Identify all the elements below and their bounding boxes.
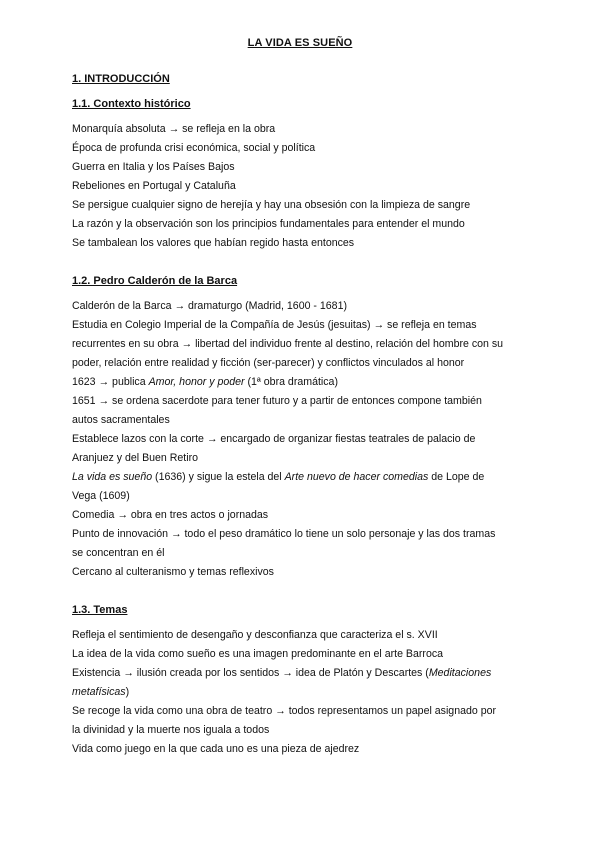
paragraph-line: Vida como juego en la que cada uno es una pieza de ajedrez: [72, 743, 360, 755]
paragraph-line: Vega (1609): [72, 490, 130, 502]
work-title: Arte nuevo de hacer comedias: [284, 471, 429, 483]
paragraph-line: [72, 375, 338, 389]
work-title: Meditaciones: [428, 667, 492, 679]
paragraph-line: [72, 470, 484, 484]
paragraph-line: poder, relación entre realidad y ficción (ser-parecer) y conflictos vinculados al honor: [72, 357, 465, 369]
text-run: ): [125, 686, 130, 698]
paragraph-line: Se persigue cualquier signo de herejía y hay una obsesión con la limpieza de sangre: [72, 199, 471, 211]
paragraph-line: Comedia → obra en tres actos o jornadas: [72, 509, 269, 521]
text-run: (1636) y sigue la estela del: [152, 471, 285, 483]
text-run: (1ª obra dramática): [244, 376, 338, 388]
section-heading-introduccion: 1. INTRODUCCIÓN: [72, 73, 170, 85]
paragraph-line: Estudia en Colegio Imperial de la Compañía de Jesús (jesuitas) → se refleja en temas: [72, 319, 477, 331]
paragraph-line: Se recoge la vida como una obra de teatro → todos representamos un papel asignado por: [72, 705, 497, 717]
paragraph-line: Rebeliones en Portugal y Cataluña: [72, 180, 236, 192]
paragraph-line: Calderón de la Barca → dramaturgo (Madrid, 1600 - 1681): [72, 300, 347, 312]
paragraph-line: Cercano al culteranismo y temas reflexivos: [72, 566, 274, 578]
paragraph-line: La idea de la vida como sueño es una imagen predominante en el arte Barroca: [72, 648, 444, 660]
subsection-heading-contexto: 1.1. Contexto histórico: [72, 98, 191, 110]
text-run: 1623 → publica: [72, 376, 149, 388]
subsection-heading-temas: 1.3. Temas: [72, 604, 128, 616]
paragraph-line: se concentran en él: [72, 547, 165, 559]
paragraph-line: Establece lazos con la corte → encargado de organizar fiestas teatrales de palacio de: [72, 433, 476, 445]
work-title: Amor, honor y poder: [148, 376, 245, 388]
work-title: La vida es sueño: [72, 471, 153, 483]
paragraph-line: recurrentes en su obra → libertad del individuo frente al destino, relación del hombre con su: [72, 338, 504, 350]
paragraph-line: Punto de innovación → todo el peso dramático lo tiene un solo personaje y las dos tramas: [72, 528, 496, 540]
text-run: de Lope de: [428, 471, 485, 483]
paragraph-line: [72, 685, 129, 699]
paragraph-line: Guerra en Italia y los Países Bajos: [72, 161, 235, 173]
text-run: Existencia → ilusión creada por los sentidos → idea de Platón y Descartes (: [72, 667, 429, 679]
paragraph-line: la divinidad y la muerte nos iguala a todos: [72, 724, 270, 736]
paragraph-line: Se tambalean los valores que habían regido hasta entonces: [72, 237, 355, 249]
subsection-heading-calderon: 1.2. Pedro Calderón de la Barca: [72, 275, 238, 287]
work-title: metafísicas: [72, 686, 126, 698]
paragraph-line: Aranjuez y del Buen Retiro: [72, 452, 199, 464]
paragraph-line: Monarquía absoluta → se refleja en la obra: [72, 123, 276, 135]
document-title: LA VIDA ES SUEÑO: [247, 37, 353, 49]
paragraph-line: [72, 666, 491, 680]
paragraph-line: 1651 → se ordena sacerdote para tener futuro y a partir de entonces compone también: [72, 395, 482, 407]
paragraph-line: Época de profunda crisi económica, social y política: [72, 142, 316, 154]
paragraph-line: autos sacramentales: [72, 414, 170, 426]
paragraph-line: La razón y la observación son los principios fundamentales para entender el mundo: [72, 218, 465, 230]
paragraph-line: Refleja el sentimiento de desengaño y desconfianza que caracteriza el s. XVII: [72, 629, 438, 641]
